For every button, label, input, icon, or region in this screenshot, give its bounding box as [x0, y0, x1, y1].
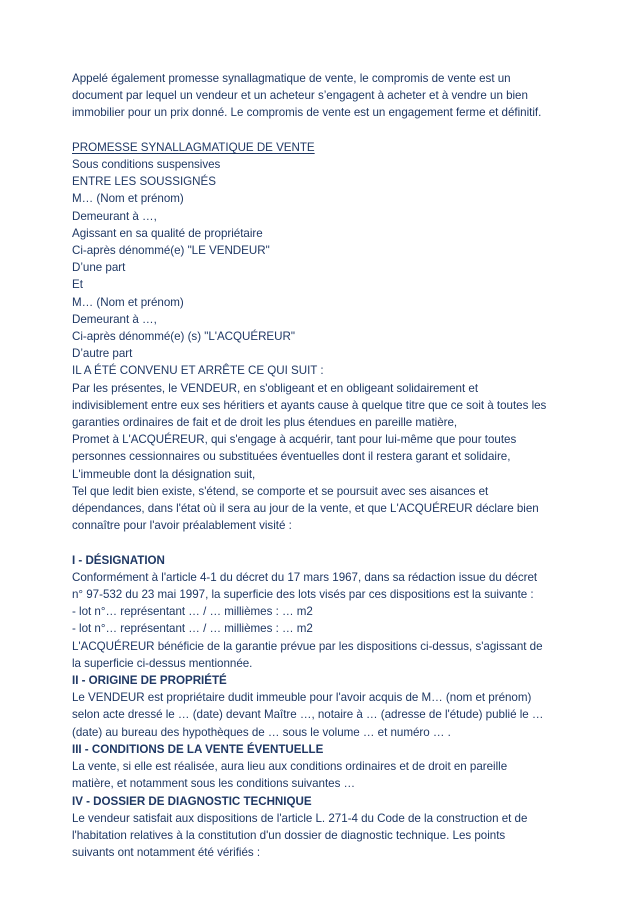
section-designation-lot-2: - lot n°… représentant … / … millièmes : … m2 [72, 622, 313, 636]
section-heading-dossier-diagnostic: IV - DOSSIER DE DIAGNOSTIC TECHNIQUE [72, 794, 312, 808]
section-heading-conditions-vente: III - CONDITIONS DE LA VENTE ÉVENTUELLE [72, 742, 324, 756]
subtitle-conditions-suspensives: Sous conditions suspensives [72, 158, 221, 171]
seller-capacity-line: Agissant en sa qualité de propriétaire [72, 226, 263, 240]
seller-part-line: D’une part [72, 261, 126, 275]
section-designation-lot-1: - lot n°… représentant … / … millièmes : … m2 [72, 605, 313, 619]
section-spacer [72, 534, 550, 551]
buyer-part-line: D’autre part [72, 347, 133, 361]
agreement-paragraph-3: L'immeuble dont la désignation suit, [72, 467, 256, 481]
section-origine-propriete-paragraph-1: Le VENDEUR est propriétaire dudit immeuble pour l'avoir acquis de M… (nom et prénom) selon acte dressé le … (date) devant Maître …, notaire à … (adresse de l'étude) publié le … (date) au bureau des hypothèques de … sous le volume … et numéro … . [72, 691, 544, 739]
seller-designation-line: Ci-après dénommé(e) "LE VENDEUR" [72, 244, 270, 258]
section-heading-origine-propriete: II - ORIGINE DE PROPRIÉTÉ [72, 674, 227, 688]
intro-paragraph: Appelé également promesse synallagmatique de vente, le compromis de vente est un document par lequel un vendeur et un acheteur s’engagent à acheter et à vendre un bien immobilier pour un prix donné. Le compromis de vente est un engagement ferme et définitif. [72, 72, 542, 120]
buyer-address-line: Demeurant à …, [72, 312, 157, 326]
section-designation-paragraph-2: L'ACQUÉREUR bénéficie de la garantie prévue par les dispositions ci-dessus, s'agissant de la superficie ci-dessus mentionnée. [72, 639, 543, 670]
agreement-paragraph-1: Par les présentes, le VENDEUR, en s'obligeant et en obligeant solidairement et indivisiblement entre eux ses héritiers et ayants cause à quelque titre que ce soit à toutes les garanties ordinaires de fait et de droit les plus étendues en pareille matière, [72, 381, 547, 430]
parties-conjunction: Et [72, 278, 83, 292]
between-undersigned-label: ENTRE LES SOUSSIGNÉS [72, 175, 216, 189]
section-dossier-diagnostic-paragraph-1: Le vendeur satisfait aux dispositions de l'article L. 271-4 du Code de la construction et de l'habitation relatives à la constitution d'un dossier de diagnostic technique. Les points suivants ont notamment été vérifiés : [72, 811, 528, 860]
seller-address-line: Demeurant à …, [72, 209, 157, 223]
agreement-paragraph-4: Tel que ledit bien existe, s'étend, se comporte et se poursuit avec ses aisances et dépendances, dans l'état où il sera au jour de la vente, et que L'ACQUÉREUR déclare bien connaître pour l'avoir préalablement visité : [72, 484, 539, 533]
document-body [72, 70, 550, 861]
seller-name-line: M… (Nom et prénom) [72, 192, 184, 206]
agreement-paragraph-2: Promet à L'ACQUÉREUR, qui s'engage à acquérir, tant pour lui-même que pour toutes personnes cessionnaires ou substituées éventuelles dont il restera garant et solidaire, [72, 433, 517, 464]
section-conditions-vente-paragraph-1: La vente, si elle est réalisée, aura lieu aux conditions ordinaires et de droit en pareille matière, et notamment sous les conditions suivantes … [72, 760, 508, 791]
buyer-name-line: M… (Nom et prénom) [72, 295, 184, 309]
document-title-heading: PROMESSE SYNALLAGMATIQUE DE VENTE [72, 140, 315, 154]
paragraph-spacer [72, 122, 550, 139]
buyer-designation-line: Ci-après dénommé(e) (s) "L'ACQUÉREUR" [72, 330, 295, 344]
section-designation-paragraph-1: Conformément à l'article 4-1 du décret du 17 mars 1967, dans sa rédaction issue du décret n° 97-532 du 23 mai 1997, la superficie des lots visés par ces dispositions est la suivante : [72, 570, 538, 602]
agreement-heading: IL A ÉTÉ CONVENU ET ARRÊTE CE QUI SUIT : [72, 364, 324, 378]
section-heading-designation: I - DÉSIGNATION [72, 553, 165, 567]
